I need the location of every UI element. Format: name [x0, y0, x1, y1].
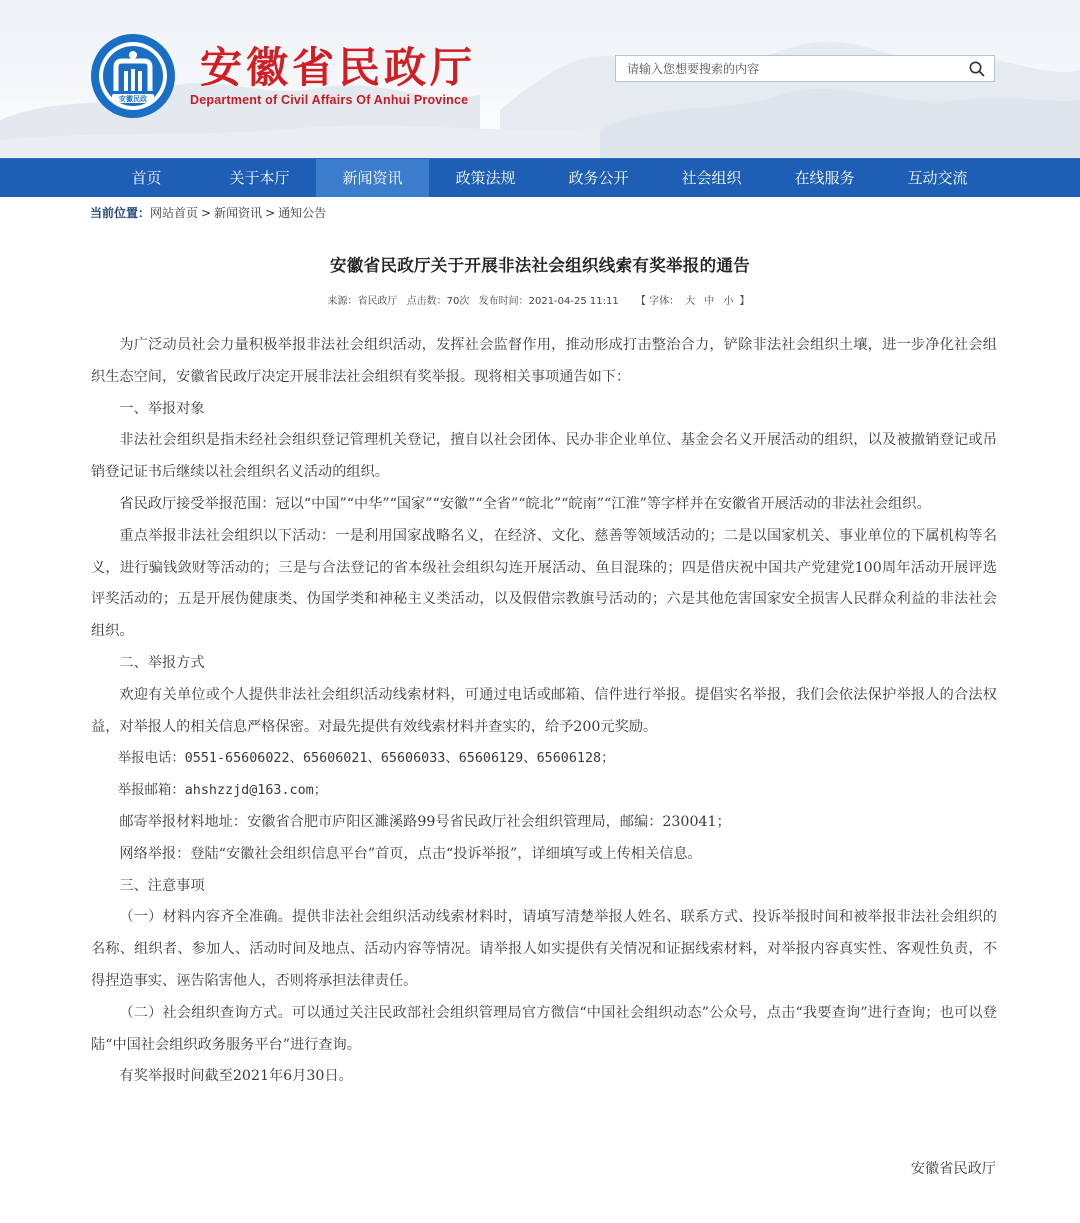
breadcrumb-separator: > [265, 206, 276, 220]
breadcrumb-label: 当前位置： [90, 206, 151, 220]
site-subtitle: Department of Civil Affairs Of Anhui Province [190, 93, 469, 107]
site-header [0, 0, 1080, 158]
article-body [91, 330, 997, 1093]
article-paragraph: 为广泛动员社会力量积极举报非法社会组织活动，发挥社会监督作用，推动形成打击整治合力，铲除非法社会组织土壤，进一步净化社会组织生态空间，安徽省民政厅决定开展非法社会组织有奖举报。现将相关事项通告如下： [91, 337, 997, 385]
section-heading: 二、举报方式 [119, 654, 205, 671]
nav-item-news[interactable]: 新闻资讯 [316, 159, 429, 197]
report-address: 邮寄举报材料地址：安徽省合肥市庐阳区濉溪路99号省民政厅社会组织管理局，邮编：230041； [119, 813, 731, 830]
nav-item-social-orgs[interactable]: 社会组织 [681, 169, 742, 187]
article-title: 安徽省民政厅关于开展非法社会组织线索有奖举报的通告 [330, 256, 750, 275]
breadcrumb [90, 204, 326, 221]
font-size-small[interactable]: 小 [723, 296, 734, 307]
font-size-close: 】 [739, 296, 750, 307]
font-size-label: 【 字体： [635, 296, 680, 307]
section-heading: 一、举报对象 [119, 400, 205, 417]
article-paragraph: 省民政厅接受举报范围：冠以“中国”“中华”“国家”“安徽”“全省”“皖北”“皖南”“江淮”等字样并在安徽省开展活动的非法社会组织。 [119, 495, 931, 512]
nav-item-home[interactable]: 首页 [131, 169, 162, 187]
meta-published: 发布时间：2021-04-25 11:11 [478, 296, 619, 307]
breadcrumb-home-link[interactable]: 网站首页 [150, 206, 199, 220]
article-paragraph: （一）材料内容齐全准确。提供非法社会组织活动线索材料时，请填写清楚举报人姓名、联系方式、投诉举报时间和被举报非法社会组织的名称、组织者、参加人、活动时间及地点、活动内容等情况。请举报人如实提供有关情况和证据线索材料，对举报内容真实性、客观性负责，不得捏造事实、诬告陷害他人，否则将承担法律责任。 [91, 909, 997, 989]
article-paragraph: 欢迎有关单位或个人提供非法社会组织活动线索材料，可通过电话或邮箱、信件进行举报。提倡实名举报，我们会依法保护举报人的合法权益，对举报人的相关信息严格保密。对最先提供有效线索材料并查实的，给予200元奖励。 [91, 686, 997, 735]
breadcrumb-notice-link[interactable]: 通知公告 [278, 206, 327, 220]
article-paragraph: （二）社会组织查询方式。可以通过关注民政部社会组织管理局官方微信“中国社会组织动态”公众号，点击“我要查询”进行查询；也可以登陆“中国社会组织政务服务平台”进行查询。 [91, 1004, 997, 1053]
nav-item-about[interactable]: 关于本厅 [229, 169, 290, 187]
report-email: 举报邮箱：ahshzzjd@163.com； [117, 783, 328, 799]
nav-item-online-service[interactable]: 在线服务 [794, 169, 855, 187]
search-input[interactable] [616, 56, 956, 81]
font-size-medium[interactable]: 中 [704, 296, 715, 307]
site-title[interactable]: 安徽省民政厅 [200, 43, 477, 92]
breadcrumb-news-link[interactable]: 新闻资讯 [214, 206, 263, 220]
nav-item-public-affairs[interactable]: 政务公开 [568, 169, 629, 187]
section-heading: 三、注意事项 [119, 877, 205, 894]
report-phone: 举报电话：0551-65606022、65606021、65606033、65606129、65606128； [117, 751, 615, 767]
article-paragraph: 非法社会组织是指未经社会组织登记管理机关登记，擅自以社会团体、民办非企业单位、基金会名义开展活动的组织，以及被撤销登记或吊销登记证书后继续以社会组织名义活动的组织。 [91, 432, 997, 481]
ministry-emblem-icon[interactable] [90, 33, 176, 119]
main-nav [0, 158, 1080, 197]
meta-clicks: 点击数：70次 [406, 296, 470, 307]
search-box [615, 55, 995, 82]
article-signature: 安徽省民政厅 [910, 1161, 996, 1177]
nav-item-policy[interactable]: 政策法规 [455, 169, 516, 187]
nav-item-interaction[interactable]: 互动交流 [907, 169, 968, 187]
font-size-large[interactable]: 大 [685, 296, 696, 307]
article-meta [0, 292, 1080, 307]
article-paragraph: 有奖举报时间截至2021年6月30日。 [119, 1068, 353, 1085]
meta-font-size [633, 296, 753, 307]
report-online: 网络举报：登陆“安徽社会组织信息平台”首页，点击“投诉举报”，详细填写或上传相关信息。 [119, 845, 702, 862]
article-paragraph: 重点举报非法社会组织以下活动：一是利用国家战略名义，在经济、文化、慈善等领域活动的；二是以国家机关、事业单位的下属机构等名义，进行骗钱敛财等活动的；三是与合法登记的省本级社会组织勾连开展活动、鱼目混珠的；四是借庆祝中国共产党建党100周年活动开展评选评奖活动的；五是开展伪健康类、伪国学类和神秘主义类活动，以及假借宗教旗号活动的；六是其他危害国家安全损害人民群众利益的非法社会组织。 [91, 527, 997, 640]
emblem-caption: 安徽民政 [119, 95, 147, 103]
meta-source: 来源：省民政厅 [327, 296, 398, 307]
search-icon[interactable] [968, 60, 986, 78]
breadcrumb-separator: > [201, 206, 212, 220]
